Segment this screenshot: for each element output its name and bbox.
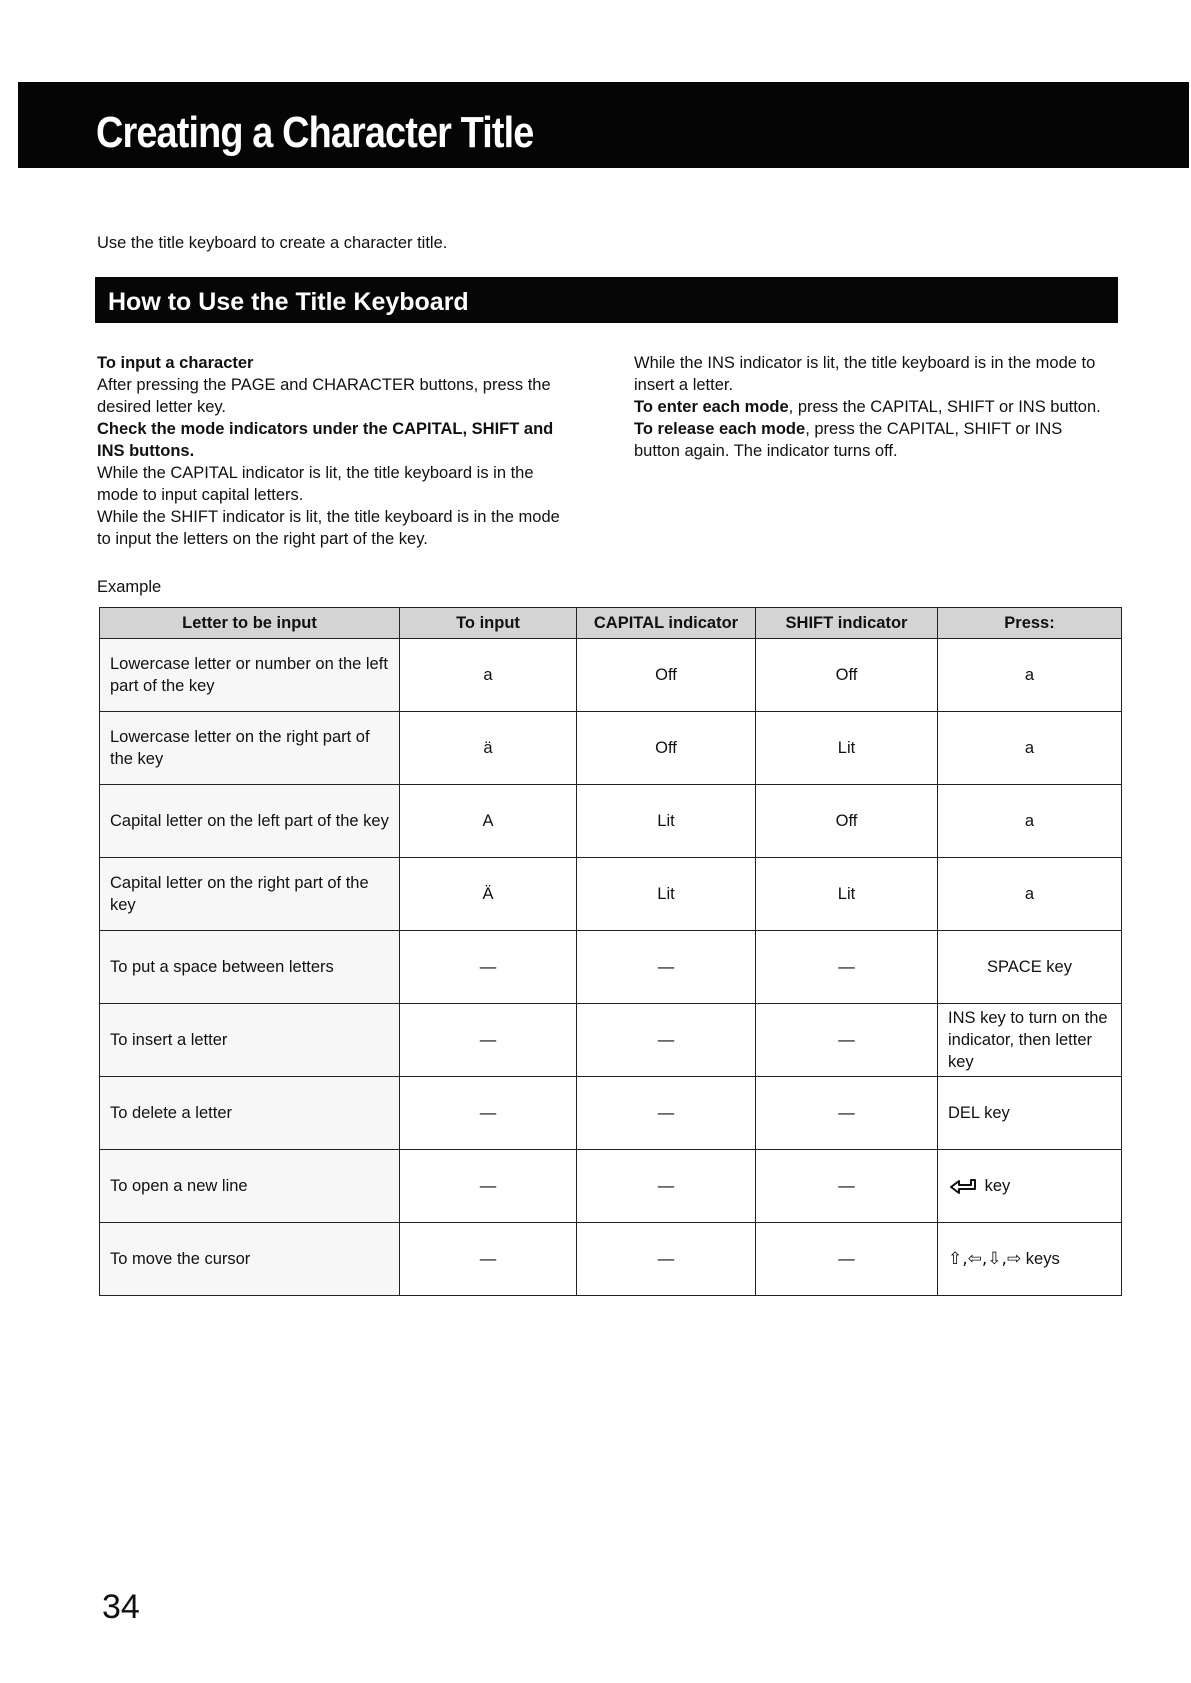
row-shift: Off bbox=[756, 785, 938, 858]
row-shift: — bbox=[756, 931, 938, 1004]
left-column bbox=[97, 352, 577, 550]
row-capital: Lit bbox=[577, 785, 756, 858]
row-description: Lowercase letter on the right part of the key bbox=[100, 712, 400, 785]
row-press: INS key to turn on the indicator, then letter key bbox=[938, 1004, 1122, 1077]
row-description: To put a space between letters bbox=[100, 931, 400, 1004]
intro-text: Use the title keyboard to create a character title. bbox=[97, 234, 448, 252]
table-row bbox=[100, 858, 1122, 931]
shift-paragraph: While the SHIFT indicator is lit, the title keyboard is in the mode to input the letters on the right part of the key. bbox=[97, 508, 560, 548]
row-description: To delete a letter bbox=[100, 1077, 400, 1150]
row-to-input: a bbox=[400, 639, 577, 712]
row-press: a bbox=[938, 712, 1122, 785]
row-capital: — bbox=[577, 1004, 756, 1077]
return-arrow-icon bbox=[948, 1177, 980, 1197]
header-to-input: To input bbox=[400, 608, 577, 639]
input-paragraph: After pressing the PAGE and CHARACTER buttons, press the desired letter key. bbox=[97, 376, 551, 416]
row-description: Capital letter on the right part of the key bbox=[100, 858, 400, 931]
row-shift: Lit bbox=[756, 712, 938, 785]
row-press: DEL key bbox=[938, 1077, 1122, 1150]
row-to-input: Ä bbox=[400, 858, 577, 931]
row-description: To open a new line bbox=[100, 1150, 400, 1223]
row-description: Lowercase letter or number on the left part of the key bbox=[100, 639, 400, 712]
header-shift-indicator: SHIFT indicator bbox=[756, 608, 938, 639]
enter-mode-paragraph bbox=[634, 396, 1104, 418]
row-capital: Off bbox=[577, 712, 756, 785]
row-capital: — bbox=[577, 1150, 756, 1223]
release-mode-paragraph bbox=[634, 418, 1104, 462]
row-capital: Off bbox=[577, 639, 756, 712]
row-press: a bbox=[938, 785, 1122, 858]
example-label: Example bbox=[97, 578, 162, 596]
enter-mode-text: , press the CAPITAL, SHIFT or INS button. bbox=[788, 398, 1101, 416]
row-shift: — bbox=[756, 1004, 938, 1077]
row-capital: — bbox=[577, 1223, 756, 1296]
row-capital: Lit bbox=[577, 858, 756, 931]
row-description: Capital letter on the left part of the key bbox=[100, 785, 400, 858]
row-to-input: — bbox=[400, 1004, 577, 1077]
enter-mode-label: To enter each mode bbox=[634, 398, 789, 416]
row-press: a bbox=[938, 858, 1122, 931]
row-to-input: A bbox=[400, 785, 577, 858]
row-shift: Lit bbox=[756, 858, 938, 931]
page-title: Creating a Character Title bbox=[96, 108, 534, 157]
row-capital: — bbox=[577, 1077, 756, 1150]
return-key-label: key bbox=[984, 1177, 1011, 1195]
header-letter-to-be-input: Letter to be input bbox=[100, 608, 400, 639]
row-press bbox=[938, 1223, 1122, 1296]
cursor-arrows-icon: ⇧,⇦,⇩,⇨ bbox=[948, 1249, 1022, 1269]
row-shift: — bbox=[756, 1077, 938, 1150]
input-heading: To input a character bbox=[97, 354, 254, 372]
table-row bbox=[100, 1004, 1122, 1077]
table-row bbox=[100, 931, 1122, 1004]
row-to-input: — bbox=[400, 1150, 577, 1223]
row-to-input: ä bbox=[400, 712, 577, 785]
row-press: a bbox=[938, 639, 1122, 712]
release-mode-text: , press the CAPITAL, SHIFT or INS button again. The indicator turns off. bbox=[634, 420, 1063, 460]
release-mode-label: To release each mode bbox=[634, 420, 806, 438]
row-description: To move the cursor bbox=[100, 1223, 400, 1296]
table-row bbox=[100, 639, 1122, 712]
table-row bbox=[100, 1150, 1122, 1223]
page-number: 34 bbox=[102, 1588, 140, 1626]
row-shift: — bbox=[756, 1150, 938, 1223]
capital-paragraph: While the CAPITAL indicator is lit, the title keyboard is in the mode to input capital letters. bbox=[97, 464, 534, 504]
row-capital: — bbox=[577, 931, 756, 1004]
header-capital-indicator: CAPITAL indicator bbox=[577, 608, 756, 639]
cursor-keys-label: keys bbox=[1025, 1250, 1060, 1268]
table-header-row bbox=[100, 608, 1122, 639]
row-to-input: — bbox=[400, 1077, 577, 1150]
right-column bbox=[634, 352, 1104, 462]
table-row bbox=[100, 1077, 1122, 1150]
row-to-input: — bbox=[400, 931, 577, 1004]
table-row bbox=[100, 1223, 1122, 1296]
table-row bbox=[100, 785, 1122, 858]
table-row bbox=[100, 712, 1122, 785]
check-indicators-note: Check the mode indicators under the CAPITAL, SHIFT and INS buttons. bbox=[97, 420, 554, 460]
row-shift: Off bbox=[756, 639, 938, 712]
row-press bbox=[938, 1150, 1122, 1223]
header-press: Press: bbox=[938, 608, 1122, 639]
row-shift: — bbox=[756, 1223, 938, 1296]
example-table bbox=[99, 607, 1122, 1296]
section-title: How to Use the Title Keyboard bbox=[108, 288, 469, 316]
row-description: To insert a letter bbox=[100, 1004, 400, 1077]
ins-paragraph: While the INS indicator is lit, the title keyboard is in the mode to insert a letter. bbox=[634, 354, 1096, 394]
row-press: SPACE key bbox=[938, 931, 1122, 1004]
row-to-input: — bbox=[400, 1223, 577, 1296]
